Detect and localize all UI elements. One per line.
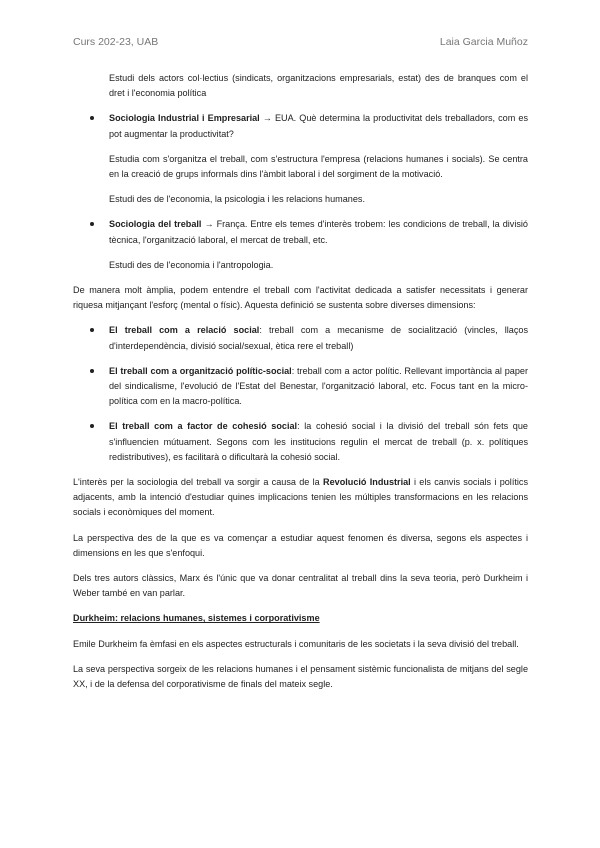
- bullet-icon: [90, 424, 94, 428]
- text-industrial: → EUA. Què determina la productivitat dels treballadors, com es pot augmentar la productivitat?: [109, 113, 528, 139]
- paragraph-actors: Estudi dels actors col·lectius (sindicats, organitzacions empresarials, estat) des de branques com el dret i l'economia política: [109, 73, 528, 99]
- paragraph-interest: [73, 475, 528, 521]
- term-political: El treball com a organització polític-social: [109, 365, 292, 376]
- term-social-relation: El treball com a relació social: [109, 325, 260, 336]
- text-social-relation: : treball com a mecanisme de socialització (vincles, llaços d'interdependència, divisió social/sexual, ètica rere el treball): [109, 325, 528, 351]
- paragraph-classics: Dels tres autors clàssics, Marx és l'únic que va donar centralitat al treball dins la seva teoria, però Durkheim i Weber també en van parlar.: [73, 573, 528, 599]
- paragraph-durkheim-1: Emile Durkheim fa èmfasi en els aspectes estructurals i comunitaris de les societats i la seva divisió del treball.: [73, 638, 519, 649]
- list-item-cohesion: [109, 419, 528, 465]
- paragraph-study-anthro: Estudi des de l'economia i l'antropologia.: [109, 259, 274, 270]
- text-political: : treball com a actor polític. Rellevant importància al paper del sindicalisme, l'evolució de l'Estat del Benestar, l'organització laboral, etc. Focus tant en la micro-política com en la macro-política.: [109, 365, 528, 407]
- list-item-treball: [109, 217, 528, 247]
- header-author: Laia Garcia Muñoz: [439, 36, 528, 48]
- document-body: [73, 71, 528, 702]
- bullet-icon: [90, 116, 94, 120]
- section-heading-durkheim: Durkheim: relacions humanes, sistemes i corporativisme: [73, 613, 320, 624]
- bullet-icon: [90, 369, 94, 373]
- list-item-industrial: [109, 111, 528, 141]
- header-course: Curs 202-23, UAB: [73, 36, 159, 48]
- paragraph-study-economy: Estudi des de l'economia, la psicologia i les relacions humanes.: [109, 194, 365, 205]
- bullet-icon: [90, 328, 94, 332]
- text-treball: → França. Entre els temes d'interès trobem: les condicions de treball, la divisió tècnica, l'organització laboral, el mercat de treball, etc.: [109, 219, 528, 245]
- term-industrial: Sociologia Industrial i Empresarial: [109, 113, 260, 124]
- term-treball: Sociologia del treball: [109, 219, 202, 230]
- paragraph-perspective: La perspectiva des de la que es va començar a estudiar aquest fenomen és diversa, segons els aspectes i dimensions en les que s'enfoqui.: [73, 532, 528, 558]
- term-cohesion: El treball com a factor de cohesió social: [109, 421, 298, 432]
- list-item-political: [109, 364, 528, 410]
- text-interest-a: L'interès per la sociologia del treball va sorgir a causa de la: [73, 477, 324, 488]
- paragraph-organization: Estudia com s'organitza el treball, com s'estructura l'empresa (relacions humanes i socials). Se centra en la creació de grups informals dins l'àmbit laboral i del sorgiment de la motivació.: [109, 153, 528, 180]
- bullet-icon: [90, 222, 94, 226]
- text-cohesion: : la cohesió social i la divisió del treball són fets que s'influencien mútuament. Segons com les institucions regulin el mercat de treball (p. x. polítiques redistributives), es facilitarà o dificultarà la cohesió social.: [109, 421, 528, 462]
- text-interest-c: i els canvis socials i polítics adjacents, amb la intenció d'estudiar quines implicacions tenien les múltiples transformacions en les relacions socials i econòmiques del moment.: [73, 477, 528, 518]
- paragraph-definition: De manera molt àmplia, podem entendre el treball com l'activitat dedicada a satisfer necessitats i generar riquesa mitjançant l'esforç (mental o físic). Aquesta definició se sustenta sobre diverses dimensions:: [73, 285, 528, 311]
- paragraph-durkheim-2: La seva perspectiva sorgeix de les relacions humanes i el pensament sistèmic funcionalista de mitjans del segle XX, i de la defensa del corporativisme de finals del mateix segle.: [73, 663, 528, 690]
- term-revolution: Revolució Industrial: [323, 477, 411, 488]
- list-item-social-relation: [109, 323, 528, 353]
